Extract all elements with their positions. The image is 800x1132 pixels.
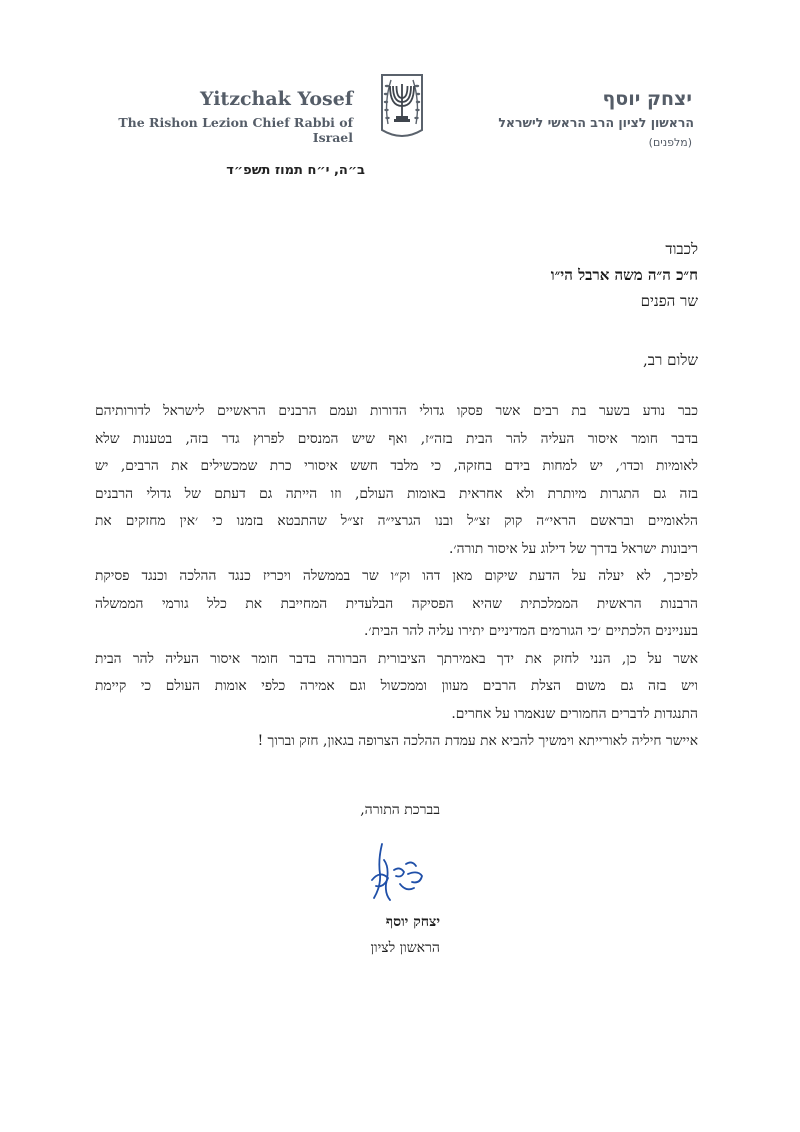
hebrew-name: יצחק יוסף [602, 88, 692, 110]
body-line: התנגדות לדברים החמורים שנאמרו על אחרים. [451, 705, 698, 722]
signatory-name: יצחק יוסף [385, 914, 440, 930]
body-line: בעניינים הלכתיים ׳כי הגורמים המדיניים יתירו עליה להר הבית׳. [364, 623, 698, 639]
body-line: איישר חיליה לאורייתא וימשיך להביא את עמדת ההלכה הצרופה בגאון, חזק וברוך ! [257, 733, 698, 749]
english-name: Yitzchak Yosef [199, 88, 353, 110]
body-line: אשר על כן, הנני לחזק את ידך באמירתך הציבורית הברורה בדבר חומר איסור העליה להר הבית [95, 650, 698, 667]
greeting: שלום רב, [643, 351, 698, 369]
english-title: The Rishon Lezion Chief Rabbi of Israel [118, 115, 353, 145]
body-line: כבר נודע בשער בת רבים אשר פסקו גדולי הדורות ועמם הרבנים הראשיים לישראל לדורותיהם [95, 403, 698, 419]
body-line: בזה גם התגרות מיותרת ולא אחראית באומות העולם, וזו הייתה גם דעתם של גדולי הרבנים [95, 485, 698, 502]
address-line-3: שר הפנים [640, 292, 698, 310]
closing-line: בברכת התורה, [360, 802, 440, 818]
body-line: ריבונות ישראל בדרך של דילוג על איסור תורה׳. [449, 540, 698, 557]
letter-date: ב״ה, י״ח תמוז תשפ״ד [226, 163, 365, 178]
body-line: לאומיות וכדו׳, יש למחות בידם בחזקה, כי מלבד חשש איסורי כרת שמכשילים את הרבים, יש [95, 458, 698, 474]
hebrew-former-note: (מלפנים) [648, 136, 692, 149]
menorah-emblem-icon [379, 72, 425, 142]
body-line: הרבנות הראשית הממלכתית שהיא הפסיקה הבלעדית המחייבת את כלל גורמי הממשלה [95, 595, 698, 612]
handwritten-signature [360, 840, 440, 908]
address-line-2: ח״כ ה״ה משה ארבל הי״ו [550, 266, 698, 284]
hebrew-title: הראשון לציון הרב הראשי לישראל [498, 115, 694, 130]
body-line: ויש בזה גם משום הצלת הרבים מעוון וממכשול וגם אמירה כלפי אומות העולם כי קיימת [95, 678, 698, 694]
body-line: הלאומיים ובראשם הראי״ה קוק זצ״ל ובנו הגרצי״ה זצ״ל שהתבטא בזמנו כי ׳אין מחזקים את [95, 513, 698, 529]
signatory-title: הראשון לציון [370, 940, 440, 956]
body-line: בדבר חומר איסור העליה להר הבית בזה״ז, ואף שיש המנסים לפרוץ גדר בזה, בטענות שלא [95, 430, 698, 447]
body-line: לפיכך, לא יעלה על הדעת שיקום מאן דהו וק״ו שר בממשלה ויכריז כנגד ההלכה וכנגד פסיקת [95, 568, 698, 584]
letter-body [95, 398, 698, 756]
address-line-1: לכבוד [665, 240, 698, 258]
